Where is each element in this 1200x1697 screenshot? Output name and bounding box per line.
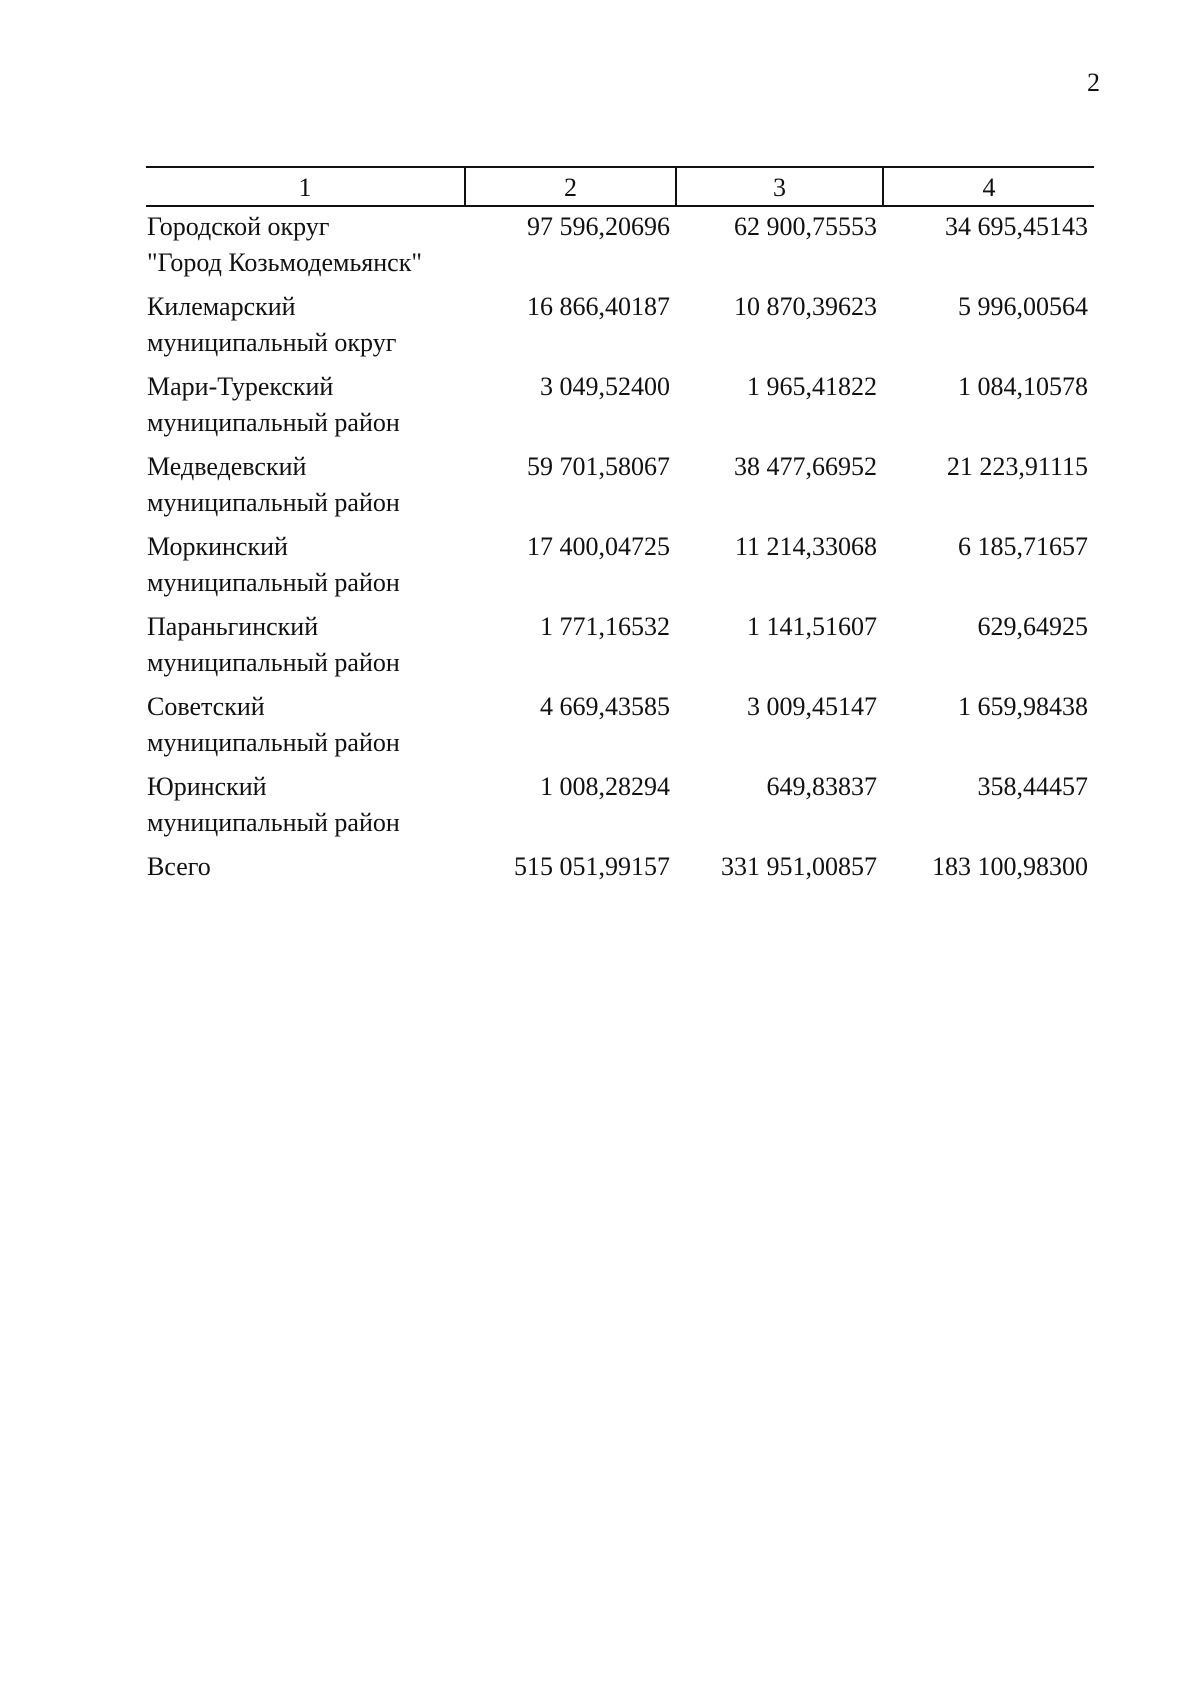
budget-table — [146, 166, 1094, 885]
municipality-name — [146, 206, 465, 289]
total-col-4: 183 100,98300 — [932, 852, 1088, 881]
value-col-2: 1 771,16532 — [540, 612, 670, 641]
table-header-row — [146, 167, 1094, 206]
page-number: 2 — [1087, 68, 1100, 97]
column-header-1: 1 — [146, 167, 465, 206]
municipality-name-line1: Параньгинский — [147, 612, 319, 641]
value-col-2: 3 049,52400 — [540, 372, 670, 401]
table-row — [146, 769, 1094, 849]
total-label: Всего — [147, 852, 211, 881]
value-col-4: 5 996,00564 — [958, 292, 1088, 321]
municipality-name — [146, 289, 465, 369]
table-row — [146, 449, 1094, 529]
total-col-2: 515 051,99157 — [514, 852, 670, 881]
value-col-3: 3 009,45147 — [747, 692, 877, 721]
value-col-4: 629,64925 — [977, 612, 1088, 641]
municipality-name-line1: Килемарский — [147, 292, 296, 321]
municipality-name — [146, 609, 465, 689]
value-col-3: 1 965,41822 — [747, 372, 877, 401]
value-col-4: 34 695,45143 — [945, 212, 1088, 241]
municipality-name — [146, 449, 465, 529]
column-header-3: 3 — [676, 167, 883, 206]
value-col-2: 1 008,28294 — [540, 772, 670, 801]
value-col-4: 6 185,71657 — [958, 532, 1088, 561]
value-col-3: 649,83837 — [766, 772, 877, 801]
municipality-name-line2: муниципальный район — [147, 648, 400, 677]
table-row — [146, 529, 1094, 609]
municipality-name-line2: муниципальный район — [147, 728, 400, 757]
column-header-2: 2 — [465, 167, 676, 206]
value-col-2: 17 400,04725 — [527, 532, 670, 561]
municipality-name-line1: Городской округ — [147, 212, 330, 241]
column-header-4: 4 — [883, 167, 1094, 206]
municipality-name-line2: муниципальный район — [147, 568, 400, 597]
municipality-name-line2: муниципальный район — [147, 408, 400, 437]
table-row — [146, 289, 1094, 369]
table-row — [146, 689, 1094, 769]
table-row — [146, 206, 1094, 289]
municipality-name-line1: Медведевский — [147, 452, 307, 481]
municipality-name-line1: Советский — [147, 692, 265, 721]
municipality-name-line2: муниципальный район — [147, 808, 400, 837]
municipality-name — [146, 769, 465, 849]
value-col-2: 59 701,58067 — [527, 452, 670, 481]
value-col-3: 62 900,75553 — [734, 212, 877, 241]
total-row — [146, 849, 1094, 885]
total-col-3: 331 951,00857 — [721, 852, 877, 881]
value-col-4: 358,44457 — [977, 772, 1088, 801]
municipality-name-line2: муниципальный округ — [147, 328, 397, 357]
value-col-3: 1 141,51607 — [747, 612, 877, 641]
value-col-4: 1 084,10578 — [958, 372, 1088, 401]
value-col-4: 1 659,98438 — [958, 692, 1088, 721]
value-col-3: 10 870,39623 — [734, 292, 877, 321]
value-col-4: 21 223,91115 — [946, 452, 1088, 481]
municipality-name — [146, 369, 465, 449]
value-col-3: 11 214,33068 — [734, 532, 877, 561]
value-col-3: 38 477,66952 — [734, 452, 877, 481]
value-col-2: 4 669,43585 — [540, 692, 670, 721]
table-row — [146, 609, 1094, 689]
municipality-name-line1: Юринский — [147, 772, 267, 801]
municipality-name-line1: Моркинский — [147, 532, 288, 561]
municipality-name — [146, 689, 465, 769]
value-col-2: 16 866,40187 — [527, 292, 670, 321]
municipality-name-line1: Мари-Турекский — [147, 372, 334, 401]
municipality-name-line2: муниципальный район — [147, 488, 400, 517]
municipality-name-line2: "Город Козьмодемьянск" — [147, 248, 422, 277]
municipality-name — [146, 529, 465, 609]
table-row — [146, 369, 1094, 449]
value-col-2: 97 596,20696 — [527, 212, 670, 241]
